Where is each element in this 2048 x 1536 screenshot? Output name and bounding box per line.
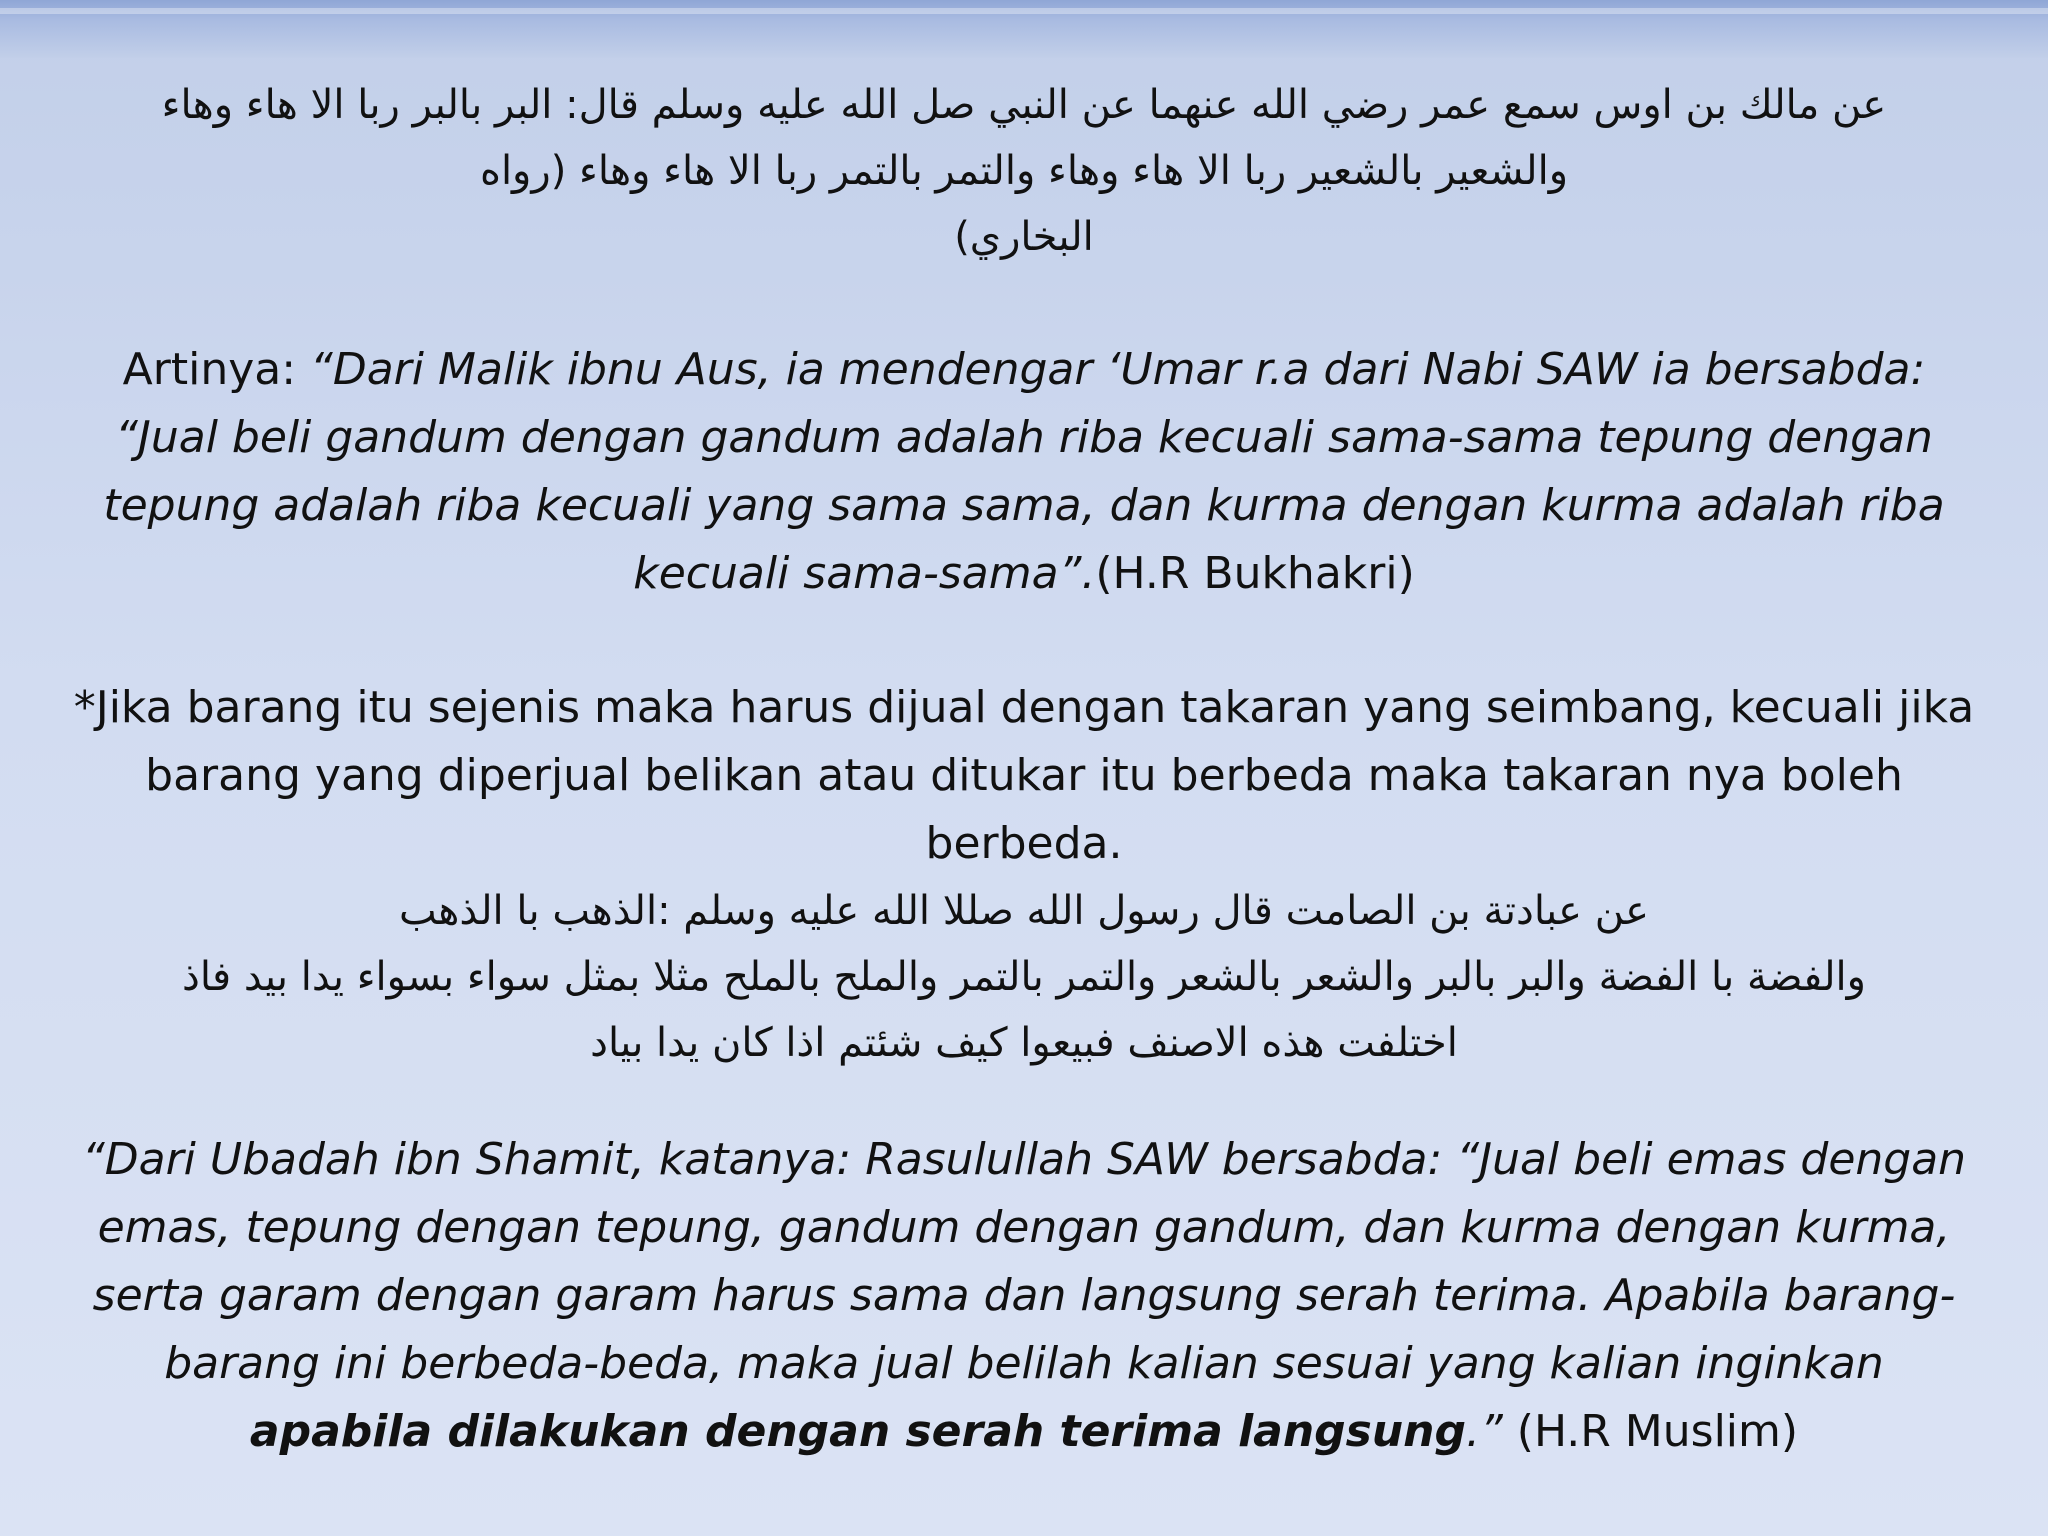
hadith-2-arabic xyxy=(70,878,1978,1076)
hadith-2-arabic-line: عن عبادتة بن الصامت قال رسول الله صللا الله عليه وسلم :الذهب با الذهب xyxy=(398,888,1650,934)
translation-emphasis: apabila dilakukan dengan serah terima langsung xyxy=(249,1406,1467,1457)
hadith-1-translation xyxy=(70,336,1978,608)
slide-header-band xyxy=(0,0,2048,58)
hadith-2-arabic-line: والفضة با الفضة والبر بالبر والشعر بالشعر والتمر بالتمر والملح بالملح مثلا بمثل سواء بسواء يدا بيد فاذ xyxy=(182,954,1866,1000)
translation-source: (H.R Bukhakri) xyxy=(1095,548,1415,599)
translation-prefix: Artinya: xyxy=(122,344,311,395)
hadith-2-translation xyxy=(70,1126,1978,1466)
slide-content xyxy=(70,72,1978,1466)
translation-source: (H.R Muslim) xyxy=(1502,1406,1799,1457)
hadith-1-arabic xyxy=(70,72,1978,270)
hadith-2-arabic-line: اختلفت هذه الاصنف فبيعوا كيف شئتم اذا كان يدا بياد xyxy=(590,1020,1458,1066)
note-text: *Jika barang itu sejenis maka harus dijual dengan takaran yang seimbang, kecuali jika barang yang diperjual belikan atau ditukar itu berbeda maka takaran nya boleh berbeda. xyxy=(73,682,1975,869)
hadith-1-arabic-line: عن مالك بن اوس سمع عمر رضي الله عنهما عن النبي صل الله عليه وسلم قال: البر بالبر ربا الا هاء وهاء xyxy=(161,82,1887,128)
hadith-1-arabic-line: البخاري) xyxy=(954,214,1094,260)
translation-text: “Dari Malik ibnu Aus, ia mendengar ‘Umar r.a dari Nabi SAW ia bersabda: “Jual beli gandum dengan gandum adalah riba kecuali sama-sama tepung dengan tepung adalah riba kecuali yang sama sama, dan kurma dengan kurma adalah riba kecuali sama-sama”. xyxy=(103,344,1945,599)
translation-text: “Dari Ubadah ibn Shamit, katanya: Rasulullah SAW bersabda: “Jual beli emas dengan emas, tepung dengan tepung, gandum dengan gandum, dan kurma dengan kurma, serta garam dengan garam harus sama dan langsung serah terima. Apabila barang-barang ini berbeda-beda, maka jual belilah kalian sesuai yang kalian inginkan xyxy=(81,1134,1967,1389)
translation-end: .” xyxy=(1466,1406,1503,1457)
hadith-1-arabic-line: والشعير بالشعير ربا الا هاء وهاء والتمر بالتمر ربا الا هاء وهاء (رواه xyxy=(479,148,1569,194)
